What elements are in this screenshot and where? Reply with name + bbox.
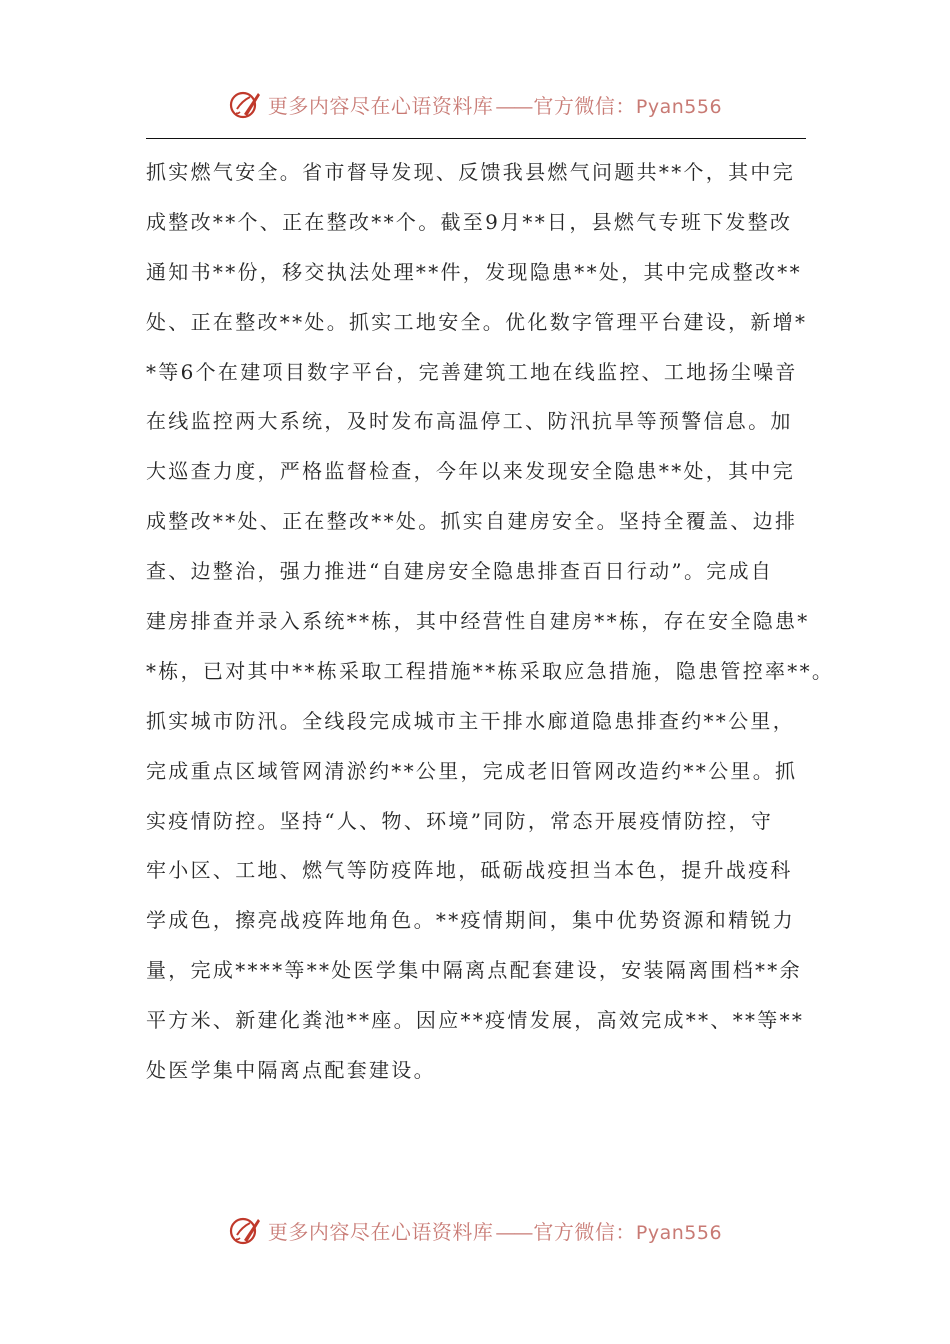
footer-banner xyxy=(0,1210,950,1250)
body-line: 在线监控两大系统，及时发布高温停工、防汛抗旱等预警信息。加 xyxy=(146,409,793,434)
body-line: *栋，已对其中**栋采取工程措施**栋采取应急措施，隐患管控率**。 xyxy=(146,658,835,683)
header-banner-text xyxy=(268,90,722,119)
header-banner-dash: —— xyxy=(495,93,532,118)
header-banner-id: Pyan556 xyxy=(635,95,723,118)
body-line: 抓实燃气安全。省市督导发现、反馈我县燃气问题共**个，其中完 xyxy=(146,160,795,184)
body-line: 牢小区、工地、燃气等防疫阵地，砥砺战疫担当本色，提升战疫科 xyxy=(146,858,793,883)
footer-banner-id: Pyan556 xyxy=(635,1221,723,1244)
body-line: 处医学集中隔离点配套建设。 xyxy=(146,1058,436,1083)
body-line: 量，完成****等**处医学集中隔离点配套建设，安装隔离围档**余 xyxy=(146,958,802,983)
body-line: 完成重点区域管网清淤约**公里，完成老旧管网改造约**公里。抓 xyxy=(146,758,798,783)
body-line: 成整改**个、正在整改**个。截至9月**日，县燃气专班下发整改 xyxy=(146,209,793,234)
pen-logo-icon xyxy=(228,1213,262,1247)
header-banner-label: 官方微信： xyxy=(533,93,636,118)
body-line: *等6个在建项目数字平台，完善建筑工地在线监控、工地扬尘噪音 xyxy=(146,359,798,384)
footer-banner-cn: 更多内容尽在心语资料库 xyxy=(267,1219,494,1244)
body-line: 大巡查力度，严格监督检查，今年以来发现安全隐患**处，其中完 xyxy=(146,459,795,484)
footer-banner-text xyxy=(268,1216,722,1245)
footer-banner-content xyxy=(228,1213,722,1247)
body-line: 平方米、新建化粪池**座。因应**疫情发展，高效完成**、**等** xyxy=(146,1008,805,1033)
body-line: 查、边整治，强力推进“自建房安全隐患排查百日行动”。完成自 xyxy=(146,559,774,584)
footer-banner-dash: —— xyxy=(495,1219,532,1244)
footer-banner-label: 官方微信： xyxy=(533,1219,636,1244)
body-line: 实疫情防控。坚持“人、物、环境”同防，常态开展疫情防控，守 xyxy=(146,808,774,833)
header-banner xyxy=(0,84,950,124)
header-banner-cn: 更多内容尽在心语资料库 xyxy=(267,93,494,118)
body-line: 通知书**份，移交执法处理**件，发现隐患**处，其中完成整改** xyxy=(146,259,802,284)
body-line: 学成色，擦亮战疫阵地角色。**疫情期间，集中优势资源和精锐力 xyxy=(146,908,795,933)
body-line: 成整改**处、正在整改**处。抓实自建房安全。坚持全覆盖、边排 xyxy=(146,509,798,534)
body-line: 抓实城市防汛。全线段完成城市主干排水廊道隐患排查约**公里， xyxy=(146,708,795,733)
header-banner-content xyxy=(228,87,722,121)
header-rule xyxy=(146,138,806,139)
body-line: 建房排查并录入系统**栋，其中经营性自建房**栋，存在安全隐患* xyxy=(146,609,810,634)
document-body xyxy=(146,152,835,1100)
pen-logo-icon xyxy=(228,87,262,121)
body-line: 处、正在整改**处。抓实工地安全。优化数字管理平台建设，新增* xyxy=(146,309,808,334)
